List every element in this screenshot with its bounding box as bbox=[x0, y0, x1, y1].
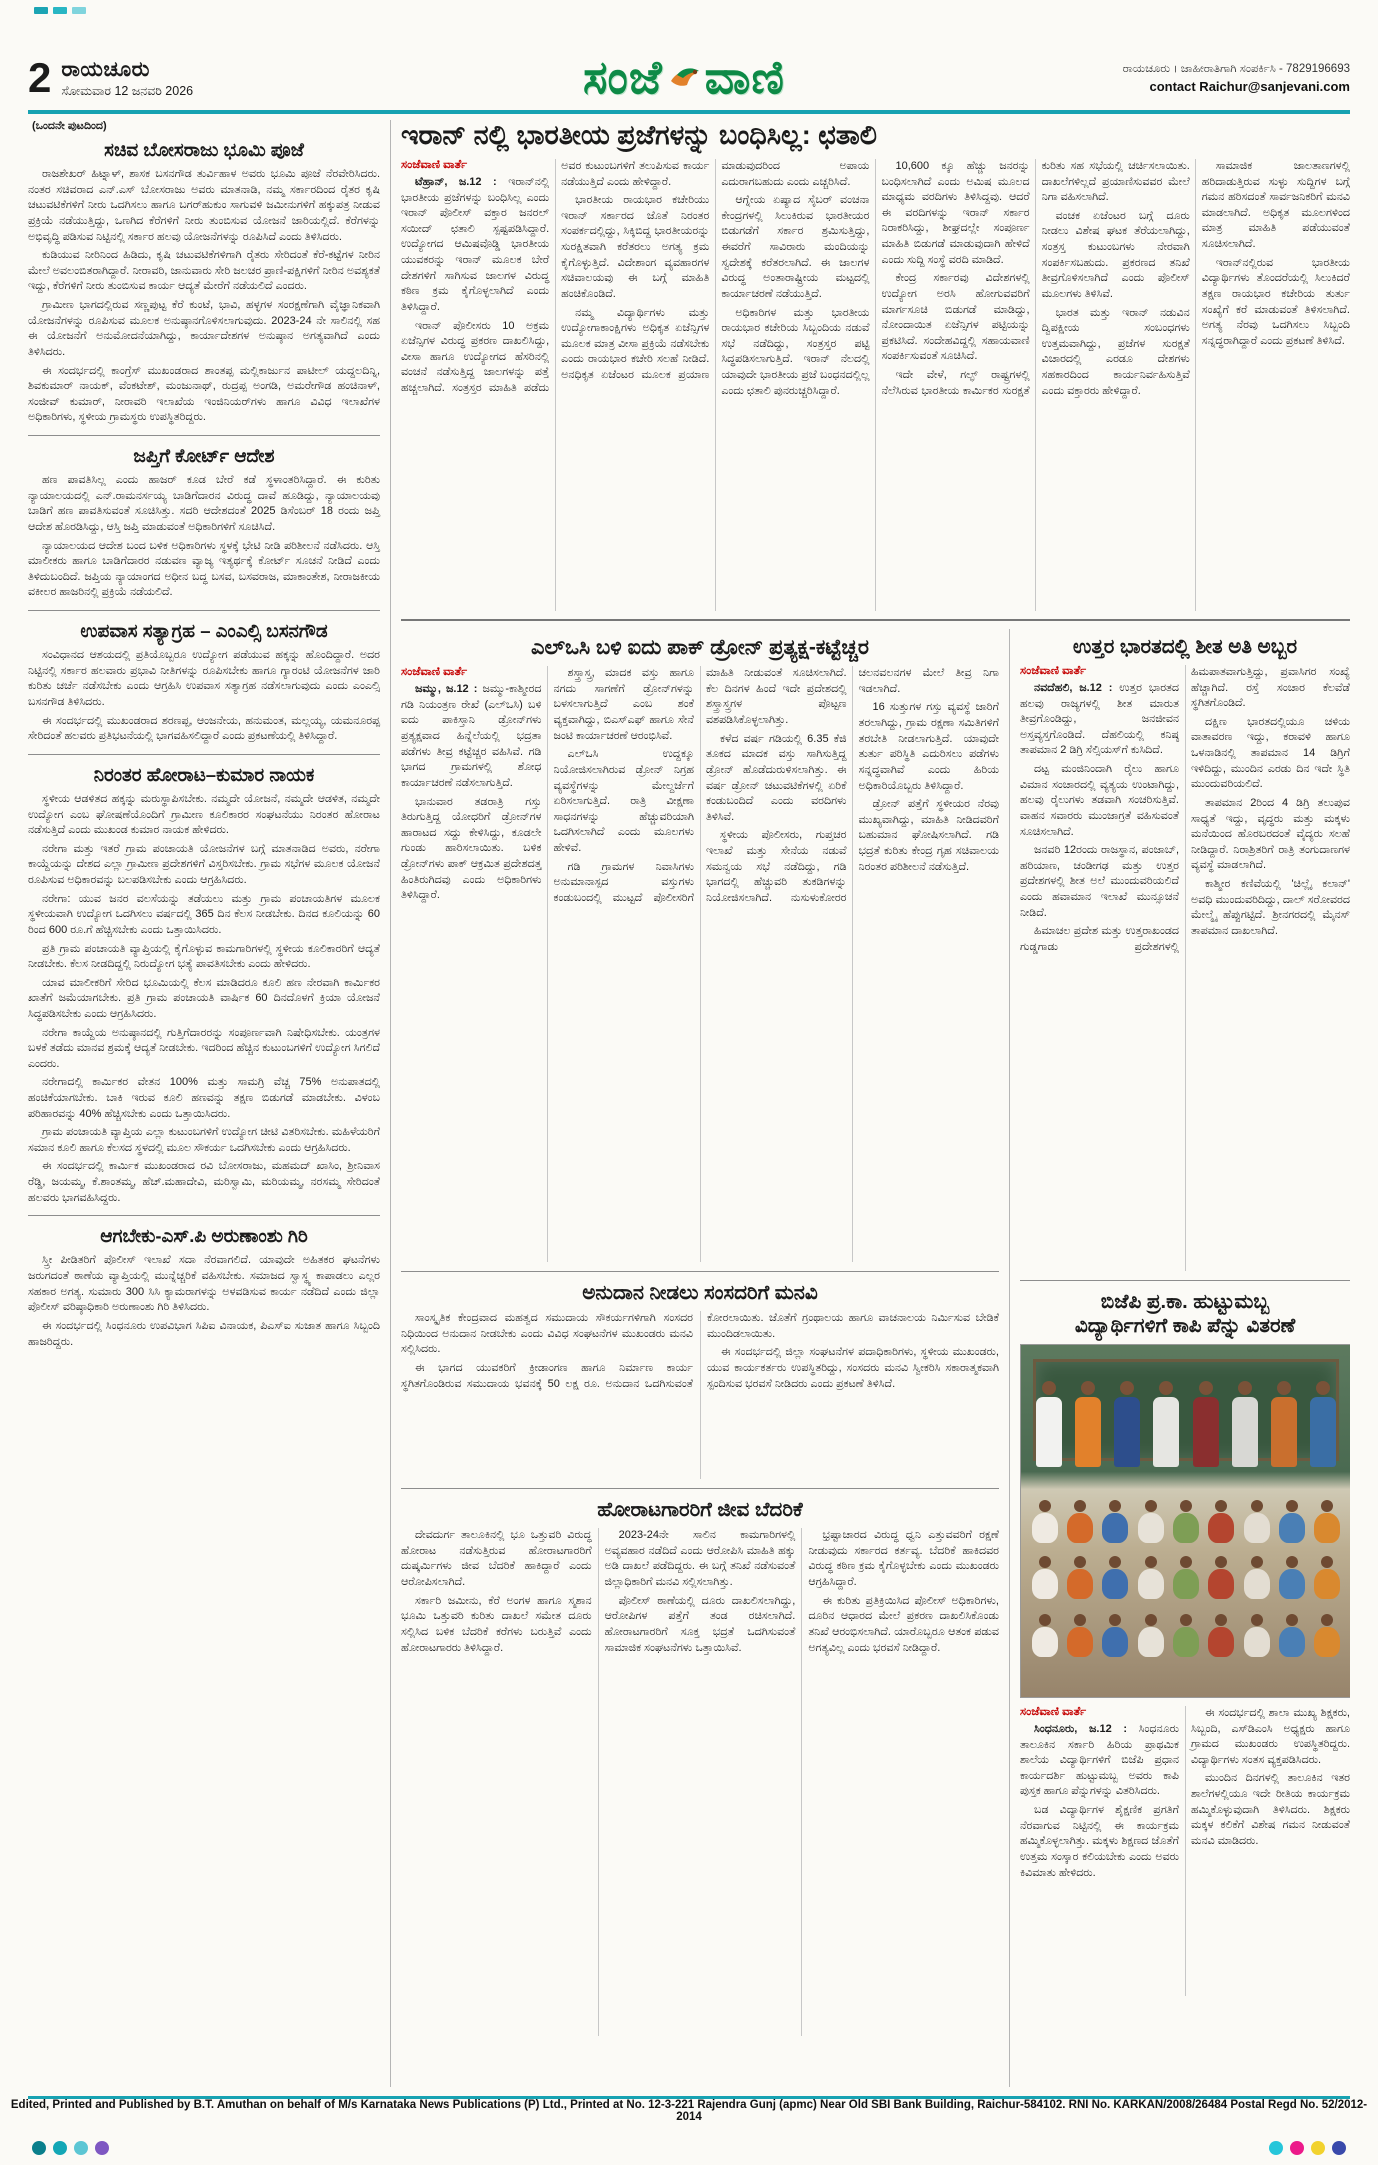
body-paragraph: ಹಿಮಾಚಲ ಪ್ರದೇಶ ಮತ್ತು ಉತ್ತರಾಖಂಡದ ಗುಡ್ಡಗಾಡು ಪ್ರದೇಶಗಳಲ್ಲಿ ಹಿಮಪಾತವಾಗುತ್ತಿದ್ದು, ಪ್ರವಾಸಿಗರ ಸಂಖ್ಯೆ ಹೆಚ್ಚಾಗಿದೆ. ರಸ್ತೆ ಸಂಚಾರ ಕೆಲವೆಡೆ ಸ್ಥಗಿತಗೊಂಡಿದೆ. bbox=[1020, 666, 1350, 953]
lead-text: ಉತ್ತರ ಭಾರತದ ಹಲವು ರಾಜ್ಯಗಳಲ್ಲಿ ಶೀತ ಮಾರುತ ತೀವ್ರಗೊಂಡಿದ್ದು, ಜನಜೀವನ ಅಸ್ತವ್ಯಸ್ತಗೊಂಡಿದೆ. ದೆಹಲಿಯಲ್ಲಿ ಕನಿಷ್ಠ ತಾಪಮಾನ 2 ಡಿಗ್ರಿ ಸೆಲ್ಸಿಯಸ್‌ಗೆ ಕುಸಿದಿದೆ. bbox=[1020, 682, 1179, 757]
body-paragraph: ಭಾನುವಾರ ತಡರಾತ್ರಿ ಗಸ್ತು ತಿರುಗುತ್ತಿದ್ದ ಯೋಧರಿಗೆ ಡ್ರೋನ್‌ಗಳ ಹಾರಾಟದ ಸದ್ದು ಕೇಳಿಸಿದ್ದು, ಕೂಡಲೇ ಗುಂಡು ಹಾರಿಸಲಾಯಿತು. ಬಳಿಕ ಡ್ರೋನ್‌ಗಳು ಪಾಕ್ ಆಕ್ರಮಿತ ಪ್ರದೇಶದತ್ತ ಹಿಂತಿರುಗಿದವು ಎಂದು ಅಧಿಕಾರಿಗಳು ತಿಳಿಸಿದ್ದಾರೆ. bbox=[401, 795, 542, 902]
body-paragraph: ಕಾಶ್ಮೀರ ಕಣಿವೆಯಲ್ಲಿ 'ಚಿಲ್ಲೈ ಕಲಾನ್' ಅವಧಿ ಮುಂದುವರಿದಿದ್ದು, ದಾಲ್ ಸರೋವರದ ಮೇಲ್ಮೈ ಹೆಪ್ಪುಗಟ್ಟಿದೆ. ಶ್ರೀನಗರದಲ್ಲಿ ಮೈನಸ್ ತಾಪಮಾನ ದಾಖಲಾಗಿದೆ. bbox=[1191, 877, 1350, 937]
body-paragraph: ಗ್ರಾಮೀಣ ಭಾಗದಲ್ಲಿರುವ ಸಣ್ಣಪುಟ್ಟ ಕೆರೆ ಕುಂಟೆ, ಭಾವಿ, ಹಳ್ಳಗಳ ಸಂರಕ್ಷಣೆಗಾಗಿ ವೈಜ್ಞಾನಿಕವಾಗಿ ಯೋಜನೆಗಳನ್ನು ರೂಪಿಸುವ ಮೂಲಕ ಅನುಷ್ಠಾನಗೊಳಿಸಲಾಗುವುದು. 2023-24 ನೇ ಸಾಲಿನಲ್ಲಿ ಸಹ ಈ ಯೋಜನೆಗೆ ಅನುಮೋದನೆಯಾಗಿದ್ದು, ಕಾರ್ಯಾದೇಶಗಳ ಅನುಷ್ಠಾನ ಅಗತ್ಯವಾಗಿದೆ ಎಂದು ತಿಳಿಸಿದರು. bbox=[28, 299, 380, 358]
dateline: ಜಮ್ಮು, ಜ.12 : bbox=[415, 683, 483, 696]
children-row bbox=[1027, 1627, 1345, 1657]
article-divider bbox=[401, 1488, 999, 1489]
imprint-line: Edited, Printed and Published by B.T. Amuthan on behalf of M/s Karnataka News Publications (P) Ltd., Printed at No. 12-3-221 Rajendra Gunj (apmc) Near Old SBI Bank Building, Raichur-584102. RNI No. KARKAN/2008/26484 Postal Regd No. 52/2012-2014 bbox=[10, 2099, 1368, 2123]
masthead-left bbox=[28, 54, 358, 101]
headline-nirantara-horata: ನಿರಂತರ ಹೋರಾಟ–ಕುಮಾರ ನಾಯಕ bbox=[93, 763, 315, 785]
article-upavasa bbox=[28, 620, 380, 745]
edition-date: ಸೋಮವಾರ 12 ಜನವರಿ 2026 bbox=[61, 83, 194, 98]
body-paragraph: ಸ್ಥಳೀಯ ಪೊಲೀಸರು, ಗುಪ್ತಚರ ಇಲಾಖೆ ಮತ್ತು ಸೇನೆಯ ನಡುವೆ ಸಮನ್ವಯ ಸಭೆ ನಡೆದಿದ್ದು, ಗಡಿ ಭಾಗದಲ್ಲಿ ಹೆಚ್ಚುವರಿ ತುಕಡಿಗಳನ್ನು ನಿಯೋಜಿಸಲಾಗಿದೆ. ನುಸುಳುಕೋರರ ಚಲನವಲನಗಳ ಮೇಲೆ ತೀವ್ರ ನಿಗಾ ಇಡಲಾಗಿದೆ. bbox=[706, 667, 999, 904]
body-paragraph: ಸಾಮಾಜಿಕ ಜಾಲತಾಣಗಳಲ್ಲಿ ಹರಿದಾಡುತ್ತಿರುವ ಸುಳ್ಳು ಸುದ್ದಿಗಳ ಬಗ್ಗೆ ಗಮನ ಹರಿಸದಂತೆ ಸಾರ್ವಜನಿಕರಿಗೆ ಮನವಿ ಮಾಡಲಾಗಿದೆ. ಅಧಿಕೃತ ಮೂಲಗಳಿಂದ ಮಾತ್ರ ಮಾಹಿತಿ ಪಡೆಯುವಂತೆ ಸೂಚಿಸಲಾಗಿದೆ. bbox=[1201, 160, 1350, 251]
article-divider bbox=[401, 1271, 999, 1272]
left-column bbox=[28, 120, 391, 2087]
body-paragraph: ಬಡ ವಿದ್ಯಾರ್ಥಿಗಳ ಶೈಕ್ಷಣಿಕ ಪ್ರಗತಿಗೆ ನೆರವಾಗುವ ನಿಟ್ಟಿನಲ್ಲಿ ಈ ಕಾರ್ಯಕ್ರಮ ಹಮ್ಮಿಕೊಳ್ಳಲಾಗಿತ್ತು. ಮಕ್ಕಳು ಶಿಕ್ಷಣದ ಜೊತೆಗೆ ಉತ್ತಮ ಸಂಸ್ಕಾರ ಕಲಿಯಬೇಕು ಎಂದು ಅವರು ಕಿವಿಮಾತು ಹೇಳಿದರು. bbox=[1020, 1804, 1179, 1879]
body-paragraph: ಈ ಸಂದರ್ಭದಲ್ಲಿ ಜಿಲ್ಲಾ ಸಂಘಟನೆಗಳ ಪದಾಧಿಕಾರಿಗಳು, ಸ್ಥಳೀಯ ಮುಖಂಡರು, ಯುವ ಕಾರ್ಯಕರ್ತರು ಉಪಸ್ಥಿತರಿದ್ದು, ಸಂಸದರು ಮನವಿ ಸ್ವೀಕರಿಸಿ ಸಕಾರಾತ್ಮಕವಾಗಿ ಸ್ಪಂದಿಸುವ ಭರವಸೆ ನೀಡಿದರು ಎಂದು ಪ್ರಕಟಣೆ ತಿಳಿಸಿದೆ. bbox=[707, 1346, 999, 1390]
body-paragraph: ನ್ಯಾಯಾಲಯದ ಆದೇಶ ಬಂದ ಬಳಿಕ ಅಧಿಕಾರಿಗಳು ಸ್ಥಳಕ್ಕೆ ಭೇಟಿ ನೀಡಿ ಪರಿಶೀಲನೆ ನಡೆಸಿದರು. ಆಸ್ತಿ ಮಾಲೀಕರು ಹಾಗೂ ಬಾಡಿಗೆದಾರರ ನಡುವಣ ವ್ಯಾಜ್ಯ ಇತ್ಯರ್ಥಕ್ಕೆ ಕೋರ್ಟ್ ಸೂಚನೆ ನೀಡಿದೆ ಎಂದು ತಿಳಿದುಬಂದಿದೆ. ಜಪ್ತಿಯ ನ್ಯಾಯಾಂಗದ ಅಧೀನ ಬದ್ಧ ಬಸವ, ಬಸವರಾಜ, ಮಾಕಾಂತೇಶ, ನೀರಾಜಕೀಯ ವಕೀಲರ ಹಾಜರಿನಲ್ಲಿ ಪ್ರಕ್ರಿಯೆ ನಡೆಯಲಿದೆ. bbox=[28, 539, 380, 599]
headline-bjp-line2: ವಿದ್ಯಾರ್ಥಿಗಳಿಗೆ ಕಾಪಿ ಪೆನ್ನು ವಿತರಣೆ bbox=[1074, 1315, 1296, 1338]
byline: ಸಂಜೆವಾಣಿ ವಾರ್ತೆ bbox=[401, 159, 468, 172]
lead-text: ಇರಾನ್‌ನಲ್ಲಿ ಭಾರತೀಯ ಪ್ರಜೆಗಳನ್ನು ಬಂಧಿಸಿಲ್ಲ ಎಂದು ಇರಾನ್ ಪೊಲೀಸ್ ವಕ್ತಾರ ಜನರಲ್ ಸಯೀದ್ ಛತಾಲಿ ಸ್ಪಷ್ಟಪಡಿಸಿದ್ದಾರೆ. ಉದ್ಯೋಗದ ಆಮಿಷವೊಡ್ಡಿ ಭಾರತೀಯ ಯುವಕರನ್ನು ಇರಾನ್ ಮೂಲಕ ಬೇರೆ ದೇಶಗಳಿಗೆ ಸಾಗಿಸುವ ಜಾಲಗಳ ವಿರುದ್ಧ ಕಠಿಣ ಕ್ರಮ ಕೈಗೊಳ್ಳಲಾಗಿದೆ ಎಂದು ತಿಳಿಸಿದ್ದಾರೆ. bbox=[401, 176, 550, 313]
body-paragraph: ಅಧಿಕಾರಿಗಳ ಮತ್ತು ಭಾರತೀಯ ರಾಯಭಾರ ಕಚೇರಿಯ ಸಿಬ್ಬಂದಿಯ ನಡುವೆ ಸಭೆ ನಡೆದಿದ್ದು, ಸಂತ್ರಸ್ತರ ಪಟ್ಟಿ ಸಿದ್ಧಪಡಿಸಲಾಗುತ್ತಿದೆ. ಇರಾನ್ ನೆಲದಲ್ಲಿ ಯಾವುದೇ ಭಾರತೀಯ ಪ್ರಜೆ ಬಂಧನದಲ್ಲಿಲ್ಲ ಎಂದು ಛತಾಲಿ ಪುನರುಚ್ಚರಿಸಿದ್ದಾರೆ. bbox=[721, 306, 870, 397]
body-paragraph: ವಂಚಕ ಏಜೆಂಟರ ಬಗ್ಗೆ ದೂರು ನೀಡಲು ವಿಶೇಷ ಘಟಕ ತೆರೆಯಲಾಗಿದ್ದು, ಸಂತ್ರಸ್ತ ಕುಟುಂಬಗಳು ನೇರವಾಗಿ ಸಂಪರ್ಕಿಸಬಹುದು. ಪ್ರಕರಣದ ತನಿಖೆ ತೀವ್ರಗೊಳಿಸಲಾಗಿದೆ ಎಂದು ಪೊಲೀಸ್ ಮೂಲಗಳು ತಿಳಿಸಿವೆ. bbox=[1041, 209, 1190, 300]
children-row bbox=[1027, 1569, 1345, 1599]
body-paragraph: ಈ ಸಂದರ್ಭದಲ್ಲಿ ಕಾಂಗ್ರೆಸ್ ಮುಖಂಡರಾದ ಶಾಂತಪ್ಪ ಮಲ್ಲಿಕಾರ್ಜುನ ಪಾಟೀಲ್ ಯದ್ದಲದಿನ್ನಿ, ಶಿವಕುಮಾರ್ ನಾಯಕ್, ವೆಂಕಟೇಶ್, ಮಂಜುನಾಥ್, ರುದ್ರಪ್ಪ ಅಂಗಡಿ, ಅಮರೇಗೌಡ ಹಂಚಿನಾಳ್, ಸಂಜೀವ್ ಕುಮಾರ್, ನೀರಾವರಿ ಇಲಾಖೆಯ ಇಂಜಿನಿಯರ್‌ಗಳು ಹಾಗೂ ವಿವಿಧ ಇಲಾಖೆಗಳ ಅಧಿಕಾರಿಗಳು, ಸ್ಥಳೀಯ ಗ್ರಾಮಸ್ಥರು ಉಪಸ್ಥಿತರಿದ್ದರು. bbox=[28, 364, 380, 424]
headline-cold-wave: ಉತ್ತರ ಭಾರತದಲ್ಲಿ ಶೀತ ಅತಿ ಅಬ್ಬರ bbox=[1072, 636, 1298, 659]
body-paragraph: ತಾಪಮಾನ 2ರಿಂದ 4 ಡಿಗ್ರಿ ತಲುಪುವ ಸಾಧ್ಯತೆ ಇದ್ದು, ವೃದ್ಧರು ಮತ್ತು ಮಕ್ಕಳು ಮನೆಯಿಂದ ಹೊರಬರದಂತೆ ವೈದ್ಯರು ಸಲಹೆ ನೀಡಿದ್ದಾರೆ. ನಿರಾಶ್ರಿತರಿಗೆ ರಾತ್ರಿ ತಂಗುದಾಣಗಳ ವ್ಯವಸ್ಥೆ ಮಾಡಲಾಗಿದೆ. bbox=[1191, 796, 1350, 872]
registration-dot bbox=[53, 2141, 67, 2155]
article-divider bbox=[28, 435, 380, 436]
body-paragraph: ಗಡಿ ಗ್ರಾಮಗಳ ನಿವಾಸಿಗಳು ಅನುಮಾನಾಸ್ಪದ ವಸ್ತುಗಳು ಕಂಡುಬಂದಲ್ಲಿ ಮುಟ್ಟದೆ ಪೊಲೀಸರಿಗೆ ಮಾಹಿತಿ ನೀಡುವಂತೆ ಸೂಚಿಸಲಾಗಿದೆ. ಕೆಲ ದಿನಗಳ ಹಿಂದೆ ಇದೇ ಪ್ರದೇಶದಲ್ಲಿ ಶಸ್ತ್ರಾಸ್ತ್ರಗಳ ಪೊಟ್ಟಣ ವಶಪಡಿಸಿಕೊಳ್ಳಲಾಗಿತ್ತು. bbox=[553, 667, 847, 904]
body-paragraph: ಈ ಸಂದರ್ಭದಲ್ಲಿ ಸಿಂಧನೂರು ಉಪವಿಭಾಗ ಸಿಪಿಐ ವಿನಾಯಕ, ಪಿಎಸ್ಐ ಸುಜಾತ ಹಾಗೂ ಸಿಬ್ಬಂದಿ ಹಾಜರಿದ್ದರು. bbox=[28, 1319, 380, 1348]
article-divider bbox=[28, 1215, 380, 1216]
edition-city: ರಾಯಚೂರು bbox=[61, 57, 150, 81]
body-paragraph: ದೇವದುರ್ಗ ತಾಲೂಕಿನಲ್ಲಿ ಭೂ ಒತ್ತುವರಿ ವಿರುದ್ಧ ಹೋರಾಟ ನಡೆಸುತ್ತಿರುವ ಹೋರಾಟಗಾರರಿಗೆ ದುಷ್ಕರ್ಮಿಗಳು ಜೀವ ಬೆದರಿಕೆ ಹಾಕಿದ್ದಾರೆ ಎಂದು ಆರೋಪಿಸಲಾಗಿದೆ. bbox=[401, 1529, 592, 1589]
byline: ಸಂಜೆವಾಣಿ ವಾರ್ತೆ bbox=[1020, 665, 1087, 678]
body-paragraph: ಸ್ತ್ರೀ ಪೀಡಿತರಿಗೆ ಪೊಲೀಸ್ ಇಲಾಖೆ ಸದಾ ನೆರವಾಗಲಿದೆ. ಯಾವುದೇ ಅಹಿತಕರ ಘಟನೆಗಳು ಜರುಗದಂತೆ ಠಾಣೆಯ ವ್ಯಾಪ್ತಿಯಲ್ಲಿ ಮುನ್ನೆಚ್ಚರಿಕೆ ವಹಿಸಬೇಕು. ಸಮಾಜದ ಸ್ವಾಸ್ಥ್ಯ ಕಾಪಾಡಲು ಎಲ್ಲರ ಸಹಕಾರ ಅಗತ್ಯ. ಸುಮಾರು 300 ಸಿಸಿ ಕ್ಯಾಮರಾಗಳನ್ನು ಅಳವಡಿಸುವ ಕಾರ್ಯ ನಡೆದಿದೆ ಎಂದು ಜಿಲ್ಲಾ ಪೊಲೀಸ್ ವರಿಷ್ಠಾಧಿಕಾರಿ ಅರುಣಾಂಶು ಗಿರಿ ತಿಳಿಸಿದರು. bbox=[28, 1254, 380, 1314]
headline-japti-court: ಜಪ್ತಿಗೆ ಕೋರ್ಟ್ ಆದೇಶ bbox=[133, 444, 275, 466]
threat-article-columns bbox=[401, 1528, 999, 2036]
registration-dot bbox=[1311, 2141, 1325, 2155]
standing-adults bbox=[1029, 1397, 1343, 1467]
print-registration-marks bbox=[34, 7, 86, 14]
body-paragraph: ನರೇಗಾ ಮತ್ತು ಇತರೆ ಗ್ರಾಮ ಪಂಚಾಯತಿ ಯೋಜನೆಗಳ ಬಗ್ಗೆ ಮಾತನಾಡಿದ ಅವರು, ನರೇಗಾ ಕಾಯ್ದೆಯನ್ನು ದೇಶದ ಎಲ್ಲಾ ಗ್ರಾಮೀಣ ಪ್ರದೇಶಗಳಿಗೆ ವಿಸ್ತರಿಸಬೇಕು. ಗ್ರಾಮ ಸಭೆಗಳ ಮೂಲಕ ಯೋಜನೆ ರೂಪಿಸುವ ಅಧಿಕಾರವನ್ನು ಬಲಪಡಿಸಬೇಕು ಎಂದು ಆಗ್ರಹಿಸಿದರು. bbox=[28, 842, 380, 887]
body-paragraph: ಭಾರತೀಯ ರಾಯಭಾರ ಕಚೇರಿಯು ಇರಾನ್ ಸರ್ಕಾರದ ಜೊತೆ ನಿರಂತರ ಸಂಪರ್ಕದಲ್ಲಿದ್ದು, ಸಿಕ್ಕಿಬಿದ್ದ ಭಾರತೀಯರನ್ನು ಸುರಕ್ಷಿತವಾಗಿ ಕರೆತರಲು ಅಗತ್ಯ ಕ್ರಮ ಕೈಗೊಳ್ಳುತ್ತಿದೆ. ವಿದೇಶಾಂಗ ವ್ಯವಹಾರಗಳ ಸಚಿವಾಲಯವು ಈ ಬಗ್ಗೆ ಮಾಹಿತಿ ಹಂಚಿಕೊಂಡಿದೆ. bbox=[561, 194, 710, 300]
body-paragraph: ಸ್ಥಳೀಯ ಆಡಳಿತದ ಹಕ್ಕನ್ನು ಮರುಸ್ಥಾಪಿಸಬೇಕು. ನಮ್ಮದೇ ಯೋಜನೆ, ನಮ್ಮದೇ ಆಡಳಿತ, ನಮ್ಮದೇ ಉದ್ಯೋಗ ಎಂಬ ಘೋಷಣೆಯೊಂದಿಗೆ ಗ್ರಾಮೀಣ ಕೂಲಿಕಾರರ ಸಂಘಟನೆಯು ನಿರಂತರ ಹೋರಾಟ ನಡೆಸುತ್ತಿದೆ ಎಂದು ಮುಖಂಡ ಕುಮಾರ ನಾಯಕ ಹೇಳಿದರು. bbox=[28, 793, 380, 837]
iran-article-columns bbox=[401, 159, 1350, 611]
body-paragraph: ರಾಜಶೇಖರ್ ಹಿಟ್ನಾಳ್, ಶಾಸಕ ಬಸನಗೌಡ ತುರ್ವಿಹಾಳ ಅವರು ಭೂಮಿ ಪೂಜೆ ನೆರವೇರಿಸಿದರು. ನಂತರ ಸಚಿವರಾದ ಎನ್.ಎಸ್ ಬೋಸರಾಜು ಅವರು ಮಾತನಾಡಿ, ನಮ್ಮ ಸರ್ಕಾರದಿಂದ ರೈತರ ಕೃಷಿ ಚಟುವಟಿಕೆಗಳಿಗೆ ನೀರು ಒದಗಿಸಲು ಹಾಗೂ ಬಗರ್‌ಹುಕುಂ ಸಾಗುವಳಿ ಜಮೀನುಗಳಿಗೆ ಹಕ್ಕುಪತ್ರ ನೀಡುವ ಪ್ರಕ್ರಿಯೆ ನಡೆಯುತ್ತಿದ್ದು, ಒಣಗಿದ ಕೆರೆಗಳಿಗೆ ನೀರು ತುಂಬಿಸುವ ಯೋಜನೆ ಜಾರಿಯಲ್ಲಿದೆ. ಕೆರೆಗಳನ್ನು ಅಭಿವೃದ್ಧಿ ಪಡಿಸುವ ನಿಟ್ಟಿನಲ್ಲಿ ಸರ್ಕಾರ ಹಲವು ಯೋಜನೆಗಳನ್ನು ರೂಪಿಸಿದೆ ಎಂದು ತಿಳಿಸಿದರು. bbox=[28, 168, 380, 243]
article-body bbox=[28, 1253, 380, 1350]
article-bjp-distribution bbox=[1020, 1290, 1350, 1996]
body-paragraph: ಜನವರಿ 12ರಂದು ರಾಜಸ್ಥಾನ, ಪಂಜಾಬ್, ಹರಿಯಾಣ, ಚಂಡೀಗಢ ಮತ್ತು ಉತ್ತರ ಪ್ರದೇಶಗಳಲ್ಲಿ ಶೀತ ಅಲೆ ಮುಂದುವರಿಯಲಿದೆ ಎಂದು ಹವಾಮಾನ ಇಲಾಖೆ ಮುನ್ಸೂಚನೆ ನೀಡಿದೆ. bbox=[1020, 844, 1179, 919]
body-paragraph: ಹಣ ಪಾವತಿಸಿಲ್ಲ ಎಂದು ಹಾಜರ್ ಕೂಡ ಬೇರೆ ಕಡೆ ಸ್ಥಳಾಂತರಿಸಿದ್ದಾರೆ. ಈ ಕುರಿತು ನ್ಯಾಯಾಲಯದಲ್ಲಿ ಎನ್.ರಾಮನರ್ಸಯ್ಯ ಬಾಡಿಗೆದಾರನ ವಿರುದ್ಧ ದಾವೆ ಹೂಡಿದ್ದು, ನ್ಯಾಯಾಲಯವು ಬಾಡಿಗೆ ಹಣ ಪಾವತಿಸುವಂತೆ ಸೂಚಿಸಿತ್ತು. ಸದರಿ ಆದೇಶದಂತೆ 2025 ಡಿಸೆಂಬರ್ 18 ರಂದು ಜಪ್ತಿ ಆದೇಶ ಹೊರಡಿಸಿದ್ದು, ಆಸ್ತಿ ಜಪ್ತಿ ಮಾಡುವಂತೆ ಅಧಿಕಾರಿಗಳಿಗೆ ಸೂಚಿಸಿದೆ. bbox=[28, 474, 380, 533]
headline-grant-request: ಅನುದಾನ ನೀಡಲು ಸಂಸದರಿಗೆ ಮನವಿ bbox=[582, 1282, 818, 1305]
newspaper-logo bbox=[583, 50, 785, 106]
body-paragraph: ದಕ್ಷಿಣ ಭಾರತದಲ್ಲಿಯೂ ಚಳಿಯ ವಾತಾವರಣ ಇದ್ದು, ಕರಾವಳಿ ಹಾಗೂ ಒಳನಾಡಿನಲ್ಲಿ ತಾಪಮಾನ 14 ಡಿಗ್ರಿಗೆ ಇಳಿದಿದ್ದು, ಮುಂದಿನ ಎರಡು ದಿನ ಇದೇ ಸ್ಥಿತಿ ಮುಂದುವರಿಯಲಿದೆ. bbox=[1191, 715, 1350, 791]
section-divider bbox=[401, 619, 1350, 621]
lead-text: ಜಮ್ಮು-ಕಾಶ್ಮೀರದ ಗಡಿ ನಿಯಂತ್ರಣ ರೇಖೆ (ಎಲ್‌ಒಸಿ) ಬಳಿ ಐದು ಪಾಕಿಸ್ತಾನಿ ಡ್ರೋನ್‌ಗಳು ಪ್ರತ್ಯಕ್ಷವಾದ ಹಿನ್ನೆಲೆಯಲ್ಲಿ ಭದ್ರತಾ ಪಡೆಗಳು ತೀವ್ರ ಕಟ್ಟೆಚ್ಚರ ವಹಿಸಿವೆ. ಗಡಿ ಭಾಗದ ಗ್ರಾಮಗಳಲ್ಲಿ ಶೋಧ ಕಾರ್ಯಾಚರಣೆ ನಡೆಸಲಾಗುತ್ತಿದೆ. bbox=[401, 683, 542, 789]
article-divider bbox=[1020, 1280, 1350, 1281]
article-grant-request bbox=[401, 1281, 999, 1479]
body-paragraph: ದಟ್ಟ ಮಂಜಿನಿಂದಾಗಿ ರೈಲು ಹಾಗೂ ವಿಮಾನ ಸಂಚಾರದಲ್ಲಿ ವ್ಯತ್ಯಯ ಉಂಟಾಗಿದ್ದು, ಹಲವು ರೈಲುಗಳು ತಡವಾಗಿ ಸಂಚರಿಸುತ್ತಿವೆ. ವಾಹನ ಸವಾರರು ಮುಂಜಾಗ್ರತೆ ವಹಿಸುವಂತೆ ಸೂಚಿಸಲಾಗಿದೆ. bbox=[1020, 763, 1179, 838]
body-paragraph: ಸರ್ಕಾರಿ ಜಮೀನು, ಕೆರೆ ಅಂಗಳ ಹಾಗೂ ಸ್ಮಶಾನ ಭೂಮಿ ಒತ್ತುವರಿ ಕುರಿತು ದಾಖಲೆ ಸಮೇತ ದೂರು ಸಲ್ಲಿಸಿದ ಬಳಿಕ ಬೆದರಿಕೆ ಕರೆಗಳು ಬರುತ್ತಿವೆ ಎಂದು ಹೋರಾಟಗಾರರು ತಿಳಿಸಿದ್ದಾರೆ. bbox=[401, 1594, 592, 1654]
grant-article-columns bbox=[401, 1311, 999, 1479]
mid-left-column bbox=[401, 629, 1010, 2087]
continued-from-note: (ಒಂದನೇ ಪುಟದಿಂದ) bbox=[32, 120, 107, 132]
mid-section bbox=[401, 629, 1350, 2087]
mid-right-column bbox=[1010, 629, 1350, 2087]
masthead-rule bbox=[28, 110, 1350, 114]
registration-dot bbox=[1290, 2141, 1304, 2155]
article-loc-drones bbox=[401, 635, 999, 1262]
headline-sp-giri: ಆಗಬೇಕು-ಎಸ್.ಪಿ ಅರುಣಾಂಶು ಗಿರಿ bbox=[100, 1225, 308, 1247]
body-paragraph: ಇರಾನ್‌ನಲ್ಲಿರುವ ಭಾರತೀಯ ವಿದ್ಯಾರ್ಥಿಗಳು ತೊಂದರೆಯಲ್ಲಿ ಸಿಲುಕಿದರೆ ತಕ್ಷಣ ರಾಯಭಾರ ಕಚೇರಿಯ ತುರ್ತು ಸಂಖ್ಯೆಗೆ ಕರೆ ಮಾಡುವಂತೆ ತಿಳಿಸಲಾಗಿದೆ. ಅಗತ್ಯ ನೆರವು ಒದಗಿಸಲು ಸಿಬ್ಬಂದಿ ಸನ್ನದ್ಧರಾಗಿದ್ದಾರೆ ಎಂದು ಪ್ರಕಟಣೆ ತಿಳಿಸಿದೆ. bbox=[1201, 256, 1350, 347]
masthead bbox=[28, 48, 1350, 108]
body-paragraph: ನಮ್ಮ ವಿದ್ಯಾರ್ಥಿಗಳು ಮತ್ತು ಉದ್ಯೋಗಾಕಾಂಕ್ಷಿಗಳು ಅಧಿಕೃತ ಏಜೆನ್ಸಿಗಳ ಮೂಲಕ ಮಾತ್ರ ವೀಸಾ ಪ್ರಕ್ರಿಯೆ ನಡೆಸಬೇಕು ಎಂದು ರಾಯಭಾರ ಕಚೇರಿ ಸಲಹೆ ನೀಡಿದೆ. ಅನಧಿಕೃತ ಏಜೆಂಟರ ಮೂಲಕ ಪ್ರಯಾಣ ಮಾಡುವುದರಿಂದ ಅಪಾಯ ಎದುರಾಗಬಹುದು ಎಂದು ಎಚ್ಚರಿಸಿದೆ. bbox=[561, 160, 870, 381]
body-paragraph: ಮುಂದಿನ ದಿನಗಳಲ್ಲಿ ತಾಲೂಕಿನ ಇತರ ಶಾಲೆಗಳಲ್ಲಿಯೂ ಇದೇ ರೀತಿಯ ಕಾರ್ಯಕ್ರಮ ಹಮ್ಮಿಕೊಳ್ಳುವುದಾಗಿ ತಿಳಿಸಿದರು. ಶಿಕ್ಷಕರು ಮಕ್ಕಳ ಕಲಿಕೆಗೆ ವಿಶೇಷ ಗಮನ ನೀಡುವಂತೆ ಮನವಿ ಮಾಡಿದರು. bbox=[1191, 1772, 1350, 1847]
body-paragraph: ಈ ಸಂದರ್ಭದಲ್ಲಿ ಶಾಲಾ ಮುಖ್ಯ ಶಿಕ್ಷಕರು, ಸಿಬ್ಬಂದಿ, ಎಸ್‌ಡಿಎಂಸಿ ಅಧ್ಯಕ್ಷರು ಹಾಗೂ ಗ್ರಾಮದ ಮುಖಂಡರು ಉಪಸ್ಥಿತರಿದ್ದರು. ವಿದ್ಯಾರ್ಥಿಗಳು ಸಂತಸ ವ್ಯಕ್ತಪಡಿಸಿದರು. bbox=[1191, 1707, 1350, 1766]
registration-dot bbox=[1269, 2141, 1283, 2155]
body-paragraph: ಶಸ್ತ್ರಾಸ್ತ್ರ, ಮಾದಕ ವಸ್ತು ಹಾಗೂ ನಗದು ಸಾಗಣೆಗೆ ಡ್ರೋನ್‌ಗಳನ್ನು ಬಳಸಲಾಗುತ್ತಿದೆ ಎಂಬ ಶಂಕೆ ವ್ಯಕ್ತವಾಗಿದ್ದು, ಬಿಎಸ್‌ಎಫ್ ಹಾಗೂ ಸೇನೆ ಜಂಟಿ ಕಾರ್ಯಾಚರಣೆ ಆರಂಭಿಸಿವೆ. bbox=[553, 667, 694, 742]
body-paragraph: ಈ ಕುರಿತು ಪ್ರತಿಕ್ರಿಯಿಸಿದ ಪೊಲೀಸ್ ಅಧಿಕಾರಿಗಳು, ದೂರಿನ ಆಧಾರದ ಮೇಲೆ ಪ್ರಕರಣ ದಾಖಲಿಸಿಕೊಂಡು ತನಿಖೆ ಆರಂಭಿಸಲಾಗಿದೆ. ಯಾರೊಬ್ಬರೂ ಆತಂಕ ಪಡುವ ಅಗತ್ಯವಿಲ್ಲ ಎಂದು ಭರವಸೆ ನೀಡಿದ್ದಾರೆ. bbox=[808, 1594, 999, 1654]
loc-article-columns bbox=[401, 666, 999, 1262]
article-body bbox=[28, 792, 380, 1206]
body-paragraph: 10,600 ಕ್ಕೂ ಹೆಚ್ಚು ಜನರನ್ನು ಬಂಧಿಸಲಾಗಿದೆ ಎಂದು ಅಮಿಷ ಮೂಲದ ಮಾಧ್ಯಮ ವರದಿಗಳು ತಿಳಿಸಿದ್ದವು. ಆದರೆ ಈ ವರದಿಗಳನ್ನು ಇರಾನ್ ಸರ್ಕಾರ ನಿರಾಕರಿಸಿದ್ದು, ಶೀಘ್ರದಲ್ಲೇ ಸಂಪೂರ್ಣ ಮಾಹಿತಿ ಬಿಡುಗಡೆ ಮಾಡುವುದಾಗಿ ಹೇಳಿದೆ ಎಂದು ಸುದ್ದಿ ಸಂಸ್ಥೆ ವರದಿ ಮಾಡಿದೆ. bbox=[881, 160, 1030, 266]
body-paragraph: ಪೊಲೀಸ್ ಠಾಣೆಯಲ್ಲಿ ದೂರು ದಾಖಲಿಸಲಾಗಿದ್ದು, ಆರೋಪಿಗಳ ಪತ್ತೆಗೆ ತಂಡ ರಚಿಸಲಾಗಿದೆ. ಹೋರಾಟಗಾರರಿಗೆ ಸೂಕ್ತ ಭದ್ರತೆ ಒದಗಿಸುವಂತೆ ಸಾಮಾಜಿಕ ಸಂಘಟನೆಗಳು ಒತ್ತಾಯಿಸಿವೆ. bbox=[604, 1594, 796, 1654]
logo-text-left: ಸಂಜೆ bbox=[583, 51, 663, 103]
color-registration-dots-left bbox=[32, 2141, 109, 2155]
dateline: ನವದೆಹಲಿ, ಜ.12 : bbox=[1034, 682, 1120, 695]
article-body bbox=[28, 648, 380, 745]
body-paragraph: ಇರಾನ್ ಪೊಲೀಸರು 10 ಅಕ್ರಮ ಏಜೆನ್ಸಿಗಳ ವಿರುದ್ಧ ಪ್ರಕರಣ ದಾಖಲಿಸಿದ್ದು, ವೀಸಾ ಹಾಗೂ ಉದ್ಯೋಗದ ಹೆಸರಿನಲ್ಲಿ ವಂಚನೆ ನಡೆಸುತ್ತಿದ್ದ ಜಾಲಗಳನ್ನು ಪತ್ತೆ ಹಚ್ಚಲಾಗಿದೆ. ಸಂತ್ರಸ್ತರ ಮಾಹಿತಿ ಪಡೆದು ಅವರ ಕುಟುಂಬಗಳಿಗೆ ತಲುಪಿಸುವ ಕಾರ್ಯ ನಡೆಯುತ್ತಿದೆ ಎಂದು ಹೇಳಿದ್ದಾರೆ. bbox=[401, 160, 710, 394]
bjp-article-columns bbox=[1020, 1706, 1350, 1996]
headline-iran: ಇರಾನ್ ನಲ್ಲಿ ಭಾರತೀಯ ಪ್ರಜೆಗಳನ್ನು ಬಂಧಿಸಿಲ್ಲ: ಛತಾಲಿ bbox=[401, 120, 877, 150]
body-paragraph: ನರೇಗಾ: ಯುವ ಜನರ ವಲಸೆಯನ್ನು ತಡೆಯಲು ಮತ್ತು ಗ್ರಾಮ ಪಂಚಾಯತಿಗಳ ಮೂಲಕ ಸ್ಥಳೀಯವಾಗಿ ಉದ್ಯೋಗ ಒದಗಿಸಲು ವರ್ಷದಲ್ಲಿ 365 ದಿನ ಕೆಲಸ ನೀಡಬೇಕು. ದಿನದ ಕೂಲಿಯನ್ನು 60 ರಿಂದ 600 ರೂ.ಗೆ ಹೆಚ್ಚಿಸಬೇಕು ಎಂದು ಒತ್ತಾಯಿಸಿದರು. bbox=[28, 892, 380, 936]
body-paragraph: 16 ಸುತ್ತುಗಳ ಗಸ್ತು ವ್ಯವಸ್ಥೆ ಜಾರಿಗೆ ತರಲಾಗಿದ್ದು, ಗ್ರಾಮ ರಕ್ಷಣಾ ಸಮಿತಿಗಳಿಗೆ ತರಬೇತಿ ನೀಡಲಾಗುತ್ತಿದೆ. ಯಾವುದೇ ತುರ್ತು ಪರಿಸ್ಥಿತಿ ಎದುರಿಸಲು ಪಡೆಗಳು ಸನ್ನದ್ಧವಾಗಿವೆ ಎಂದು ಹಿರಿಯ ಅಧಿಕಾರಿಯೊಬ್ಬರು ತಿಳಿಸಿದ್ದಾರೆ. bbox=[858, 701, 999, 792]
advert-contact-line: ರಾಯಚೂರು । ಜಾಹೀರಾತಿಗಾಗಿ ಸಂಪರ್ಕಿಸಿ - 7829196693 bbox=[1122, 62, 1350, 75]
body-paragraph: ಗ್ರಾಮ ಪಂಚಾಯತಿ ವ್ಯಾಪ್ತಿಯ ಎಲ್ಲಾ ಕುಟುಂಬಗಳಿಗೆ ಉದ್ಯೋಗ ಚೀಟಿ ವಿತರಿಸಬೇಕು. ಮಹಿಳೆಯರಿಗೆ ಸಮಾನ ಕೂಲಿ ಹಾಗೂ ಕೆಲಸದ ಸ್ಥಳದಲ್ಲಿ ಮೂಲ ಸೌಕರ್ಯ ಒದಗಿಸಬೇಕು ಎಂದು ಆಗ್ರಹಿಸಿದರು. bbox=[28, 1126, 380, 1154]
body-paragraph: ಸಾಂಸ್ಕೃತಿಕ ಕೇಂದ್ರವಾದ ಮಹತ್ವದ ಸಮುದಾಯ ಸೌಕರ್ಯಗಳಿಗಾಗಿ ಸಂಸದರ ನಿಧಿಯಿಂದ ಅನುದಾನ ನೀಡಬೇಕು ಎಂದು ವಿವಿಧ ಸಂಘಟನೆಗಳ ಮುಖಂಡರು ಮನವಿ ಸಲ್ಲಿಸಿದರು. bbox=[401, 1312, 693, 1356]
article-divider bbox=[28, 754, 380, 755]
article-nirantara-horata bbox=[28, 764, 380, 1206]
body-paragraph: ಯಾವ ಮಾಲೀಕರಿಗೆ ಸೇರಿದ ಭೂಮಿಯಲ್ಲಿ ಕೆಲಸ ಮಾಡಿದರೂ ಕೂಲಿ ಹಣ ನೇರವಾಗಿ ಕಾರ್ಮಿಕರ ಖಾತೆಗೆ ಜಮೆಯಾಗಬೇಕು. ಪ್ರತಿ ಗ್ರಾಮ ಪಂಚಾಯತಿ ವಾರ್ಷಿಕ 60 ದಿನದೊಳಗೆ ಕ್ರಿಯಾ ಯೋಜನೆ ಸಿದ್ಧಪಡಿಸಬೇಕು ಎಂದು ಆಗ್ರಹಿಸಿದರು. bbox=[28, 976, 380, 1020]
children-row bbox=[1027, 1513, 1345, 1543]
article-divider bbox=[28, 610, 380, 611]
headline-loc-drones: ಎಲ್ಒಸಿ ಬಳಿ ಐದು ಪಾಕ್ ಡ್ರೋನ್ ಪ್ರತ್ಯಕ್ಷ-ಕಟ್ಟೆಚ್ಚರ bbox=[531, 636, 869, 660]
body-paragraph: ಎಲ್‌ಒಸಿ ಉದ್ದಕ್ಕೂ ನಿಯೋಜಿಸಲಾಗಿರುವ ಡ್ರೋನ್ ನಿಗ್ರಹ ವ್ಯವಸ್ಥೆಗಳನ್ನು ಮೇಲ್ದರ್ಜೆಗೆ ಏರಿಸಲಾಗುತ್ತಿದೆ. ರಾತ್ರಿ ವೀಕ್ಷಣಾ ಸಾಧನಗಳನ್ನು ಹೆಚ್ಚುವರಿಯಾಗಿ ಒದಗಿಸಲಾಗಿದೆ ಎಂದು ಮೂಲಗಳು ಹೇಳಿವೆ. bbox=[553, 748, 694, 854]
headline-life-threat: ಹೋರಾಟಗಾರರಿಗೆ ಜೀವ ಬೆದರಿಕೆ bbox=[597, 1499, 803, 1522]
body-paragraph: ಆಗ್ನೇಯ ಏಷ್ಯಾದ ಸೈಬರ್ ವಂಚನಾ ಕೇಂದ್ರಗಳಲ್ಲಿ ಸಿಲುಕಿರುವ ಭಾರತೀಯರ ಬಿಡುಗಡೆಗೆ ಸರ್ಕಾರ ಶ್ರಮಿಸುತ್ತಿದ್ದು, ಈವರೆಗೆ ಸಾವಿರಾರು ಮಂದಿಯನ್ನು ಸ್ವದೇಶಕ್ಕೆ ಕರೆತರಲಾಗಿದೆ. ಈ ಜಾಲಗಳ ವಿರುದ್ಧ ಅಂತಾರಾಷ್ಟ್ರೀಯ ಮಟ್ಟದಲ್ಲಿ ಕಾರ್ಯಾಚರಣೆ ನಡೆಯುತ್ತಿದೆ. bbox=[721, 194, 870, 300]
masthead-center bbox=[358, 50, 1010, 106]
body-paragraph: ಈ ಸಂದರ್ಭದಲ್ಲಿ ಕಾರ್ಮಿಕ ಮುಖಂಡರಾದ ರವಿ ಬೋಸರಾಜು, ಮಹಮದ್ ಖಾಸಿಂ, ಶ್ರೀನಿವಾಸ ರೆಡ್ಡಿ, ಜಯಮ್ಮ, ಕೆ.ಶಾಂತಮ್ಮ, ಹೆಚ್.ಮಹಾದೇವಿ, ಮರಿಸ್ವಾಮಿ, ಮರಿಯಮ್ಮ, ನರಸಮ್ಮ ಸೇರಿದಂತೆ ಹಲವರು ಭಾಗವಹಿಸಿದ್ದರು. bbox=[28, 1160, 380, 1204]
body-paragraph: ಭ್ರಷ್ಟಾಚಾರದ ವಿರುದ್ಧ ಧ್ವನಿ ಎತ್ತುವವರಿಗೆ ರಕ್ಷಣೆ ನೀಡುವುದು ಸರ್ಕಾರದ ಕರ್ತವ್ಯ. ಬೆದರಿಕೆ ಹಾಕಿದವರ ವಿರುದ್ಧ ಕಠಿಣ ಕ್ರಮ ಕೈಗೊಳ್ಳಬೇಕು ಎಂದು ಮುಖಂಡರು ಆಗ್ರಹಿಸಿದ್ದಾರೆ. bbox=[808, 1529, 999, 1589]
body-paragraph: ಈ ಸಂದರ್ಭದಲ್ಲಿ ಮುಖಂಡರಾದ ಶರಣಪ್ಪ, ಆಂಜನೇಯ, ಹನುಮಂತ, ಮಲ್ಲಯ್ಯ, ಯಮನೂರಪ್ಪ ಸೇರಿದಂತೆ ಹಲವರು ಪ್ರತಿಭಟನೆಯಲ್ಲಿ ಭಾಗವಹಿಸಲಿದ್ದಾರೆ ಎಂದು ಪ್ರಕಟಣೆಯಲ್ಲಿ ತಿಳಿಸಿದ್ದಾರೆ. bbox=[28, 714, 380, 743]
bird-icon bbox=[667, 63, 701, 93]
dateline: ಸಿಂಧನೂರು, ಜ.12 : bbox=[1034, 1723, 1139, 1736]
body-paragraph: ಕುಡಿಯುವ ನೀರಿನಿಂದ ಹಿಡಿದು, ಕೃಷಿ ಚಟುವಟಿಕೆಗಳಿಗಾಗಿ ರೈತರು ಸೇರಿದಂತೆ ಕೆರೆ-ಕಟ್ಟೆಗಳ ನೀರಿನ ಮೇಲೆ ಅವಲಂಬಿತರಾಗಿದ್ದಾರೆ. ನೀರಾವರಿ, ಜಾನುವಾರು ಸೇರಿ ಜಲಚರ ಪ್ರಾಣಿ-ಪಕ್ಷಿಗಳಿಗೆ ನೀರಿನ ಅವಶ್ಯಕತೆ ಇದ್ದು, ಕೆರೆಗಳಿಗೆ ನೀರು ತುಂಬಿಸುವ ಕಾರ್ಯ ಆದ್ಯತೆ ಮೇರೆಗೆ ನಡೆಯಲಿದೆ ಎಂದರು. bbox=[28, 249, 380, 293]
body-paragraph: ನರೇಗಾ ಕಾಯ್ದೆಯ ಅನುಷ್ಠಾನದಲ್ಲಿ ಗುತ್ತಿಗೆದಾರರನ್ನು ಸಂಪೂರ್ಣವಾಗಿ ನಿಷೇಧಿಸಬೇಕು. ಯಂತ್ರಗಳ ಬಳಕೆ ತಡೆದು ಮಾನವ ಶ್ರಮಕ್ಕೆ ಆದ್ಯತೆ ನೀಡಬೇಕು. ಇದರಿಂದ ಹೆಚ್ಚಿನ ಕುಟುಂಬಗಳಿಗೆ ಉದ್ಯೋಗ ಸಿಗಲಿದೆ ಎಂದರು. bbox=[28, 1026, 380, 1070]
page-content bbox=[28, 120, 1350, 2087]
byline: ಸಂಜೆವಾಣಿ ವಾರ್ತೆ bbox=[401, 666, 468, 679]
body-paragraph: ಕಳೆದ ವರ್ಷ ಗಡಿಯಲ್ಲಿ 6.35 ಕೆಜಿ ತೂಕದ ಮಾದಕ ವಸ್ತು ಸಾಗಿಸುತ್ತಿದ್ದ ಡ್ರೋನ್ ಹೊಡೆದುರುಳಿಸಲಾಗಿತ್ತು. ಈ ವರ್ಷ ಡ್ರೋನ್ ಚಟುವಟಿಕೆಗಳಲ್ಲಿ ಏರಿಕೆ ಕಂಡುಬಂದಿದೆ ಎಂದು ವರದಿಗಳು ತಿಳಿಸಿವೆ. bbox=[706, 732, 847, 823]
headline-bjp-line1: ಬಿಜೆಪಿ ಪ್ರ.ಕಾ. ಹುಟ್ಟುಮಬ್ಬ bbox=[1100, 1291, 1270, 1314]
dateline: ಟೆಹ್ರಾನ್, ಜ.12 : bbox=[415, 176, 509, 189]
body-paragraph: ಪ್ರತಿ ಗ್ರಾಮ ಪಂಚಾಯತಿ ವ್ಯಾಪ್ತಿಯಲ್ಲಿ ಕೈಗೊಳ್ಳುವ ಕಾಮಗಾರಿಗಳಲ್ಲಿ ಸ್ಥಳೀಯ ಕೂಲಿಕಾರರಿಗೆ ಆದ್ಯತೆ ನೀಡಬೇಕು. ಕೆಲಸ ನೀಡದಿದ್ದಲ್ಲಿ ನಿರುದ್ಯೋಗ ಭತ್ಯೆ ಪಾವತಿಸಬೇಕು ಎಂದು ಹೇಳಿದರು. bbox=[28, 942, 380, 971]
registration-dot bbox=[1332, 2141, 1346, 2155]
registration-dot bbox=[95, 2141, 109, 2155]
body-paragraph: ಡ್ರೋನ್ ಪತ್ತೆಗೆ ಸ್ಥಳೀಯರ ನೆರವು ಮುಖ್ಯವಾಗಿದ್ದು, ಮಾಹಿತಿ ನೀಡಿದವರಿಗೆ ಬಹುಮಾನ ಘೋಷಿಸಲಾಗಿದೆ. ಗಡಿ ಭದ್ರತೆ ಕುರಿತು ಕೇಂದ್ರ ಗೃಹ ಸಚಿವಾಲಯ ನಿರಂತರ ಪರಿಶೀಲನೆ ನಡೆಸುತ್ತಿದೆ. bbox=[858, 798, 999, 873]
body-paragraph: ಈ ಭಾಗದ ಯುವಕರಿಗೆ ಕ್ರೀಡಾಂಗಣ ಹಾಗೂ ನಿರ್ಮಾಣ ಕಾರ್ಯ ಸ್ಥಗಿತಗೊಂಡಿರುವ ಸಮುದಾಯ ಭವನಕ್ಕೆ 50 ಲಕ್ಷ ರೂ. ಅನುದಾನ ಒದಗಿಸುವಂತೆ ಕೋರಲಾಯಿತು. ಜೊತೆಗೆ ಗ್ರಂಥಾಲಯ ಹಾಗೂ ವಾಚನಾಲಯ ನಿರ್ಮಿಸುವ ಬೇಡಿಕೆ ಮುಂದಿಡಲಾಯಿತು. bbox=[401, 1312, 999, 1390]
color-registration-dots-right bbox=[1269, 2141, 1346, 2155]
body-paragraph: 2023-24ನೇ ಸಾಲಿನ ಕಾಮಗಾರಿಗಳಲ್ಲಿ ಅವ್ಯವಹಾರ ನಡೆದಿದೆ ಎಂದು ಆರೋಪಿಸಿ ಮಾಹಿತಿ ಹಕ್ಕು ಅಡಿ ದಾಖಲೆ ಪಡೆದಿದ್ದರು. ಈ ಬಗ್ಗೆ ತನಿಖೆ ನಡೆಸುವಂತೆ ಜಿಲ್ಲಾಧಿಕಾರಿಗೆ ಮನವಿ ಸಲ್ಲಿಸಲಾಗಿತ್ತು. bbox=[604, 1529, 796, 1589]
article-sp-giri bbox=[28, 1225, 380, 1350]
body-paragraph: ಭಾರತ ಮತ್ತು ಇರಾನ್ ನಡುವಿನ ದ್ವಿಪಕ್ಷೀಯ ಸಂಬಂಧಗಳು ಉತ್ತಮವಾಗಿದ್ದು, ಪ್ರಜೆಗಳ ಸುರಕ್ಷತೆ ವಿಚಾರದಲ್ಲಿ ಎರಡೂ ದೇಶಗಳು ಸಹಕಾರದಿಂದ ಕಾರ್ಯನಿರ್ವಹಿಸುತ್ತಿವೆ ಎಂದು ವಕ್ತಾರರು ಹೇಳಿದ್ದಾರೆ. bbox=[1041, 306, 1190, 397]
registration-dot bbox=[32, 2141, 46, 2155]
article-body bbox=[28, 167, 380, 426]
lead-text: ಸಿಂಧನೂರು ತಾಲೂಕಿನ ಸರ್ಕಾರಿ ಹಿರಿಯ ಪ್ರಾಥಮಿಕ ಶಾಲೆಯ ವಿದ್ಯಾರ್ಥಿಗಳಿಗೆ ಬಿಜೆಪಿ ಪ್ರಧಾನ ಕಾರ್ಯದರ್ಶಿ ಹುಟ್ಟುಮಬ್ಬ ಅವರು ಕಾಪಿ ಪುಸ್ತಕ ಹಾಗೂ ಪೆನ್ನುಗಳನ್ನು ವಿತರಿಸಿದರು. bbox=[1020, 1723, 1179, 1798]
article-body bbox=[401, 1528, 999, 1659]
headline-upavasa: ಉಪವಾಸ ಸತ್ಯಾಗ್ರಹ – ಎಂಎಲ್ಸಿ ಬಸನಗೌಡ bbox=[80, 620, 328, 641]
article-life-threat bbox=[401, 1498, 999, 2036]
article-body bbox=[28, 473, 380, 601]
main-column bbox=[391, 120, 1350, 2087]
body-paragraph: ನರೇಗಾದಲ್ಲಿ ಕಾರ್ಮಿಕರ ವೇತನ 100% ಮತ್ತು ಸಾಮಗ್ರಿ ವೆಚ್ಚ 75% ಅನುಪಾತದಲ್ಲಿ ಹಂಚಿಕೆಯಾಗಬೇಕು. ಬಾಕಿ ಇರುವ ಕೂಲಿ ಹಣವನ್ನು ತಕ್ಷಣ ಬಿಡುಗಡೆ ಮಾಡಬೇಕು. ವಿಳಂಬ ಪರಿಹಾರವನ್ನು 40% ಹೆಚ್ಚಿಸಬೇಕು ಎಂದು ಒತ್ತಾಯಿಸಿದರು. bbox=[28, 1076, 380, 1120]
article-bhoomi-pooje bbox=[28, 139, 380, 426]
logo-text-right: ವಾಣಿ bbox=[704, 51, 785, 103]
byline: ಸಂಜೆವಾಣಿ ವಾರ್ತೆ bbox=[1020, 1706, 1087, 1719]
body-paragraph: ಕೇಂದ್ರ ಸರ್ಕಾರವು ವಿದೇಶಗಳಲ್ಲಿ ಉದ್ಯೋಗ ಅರಸಿ ಹೋಗುವವರಿಗೆ ಮಾರ್ಗಸೂಚಿ ಬಿಡುಗಡೆ ಮಾಡಿದ್ದು, ನೋಂದಾಯಿತ ಏಜೆನ್ಸಿಗಳ ಪಟ್ಟಿಯನ್ನು ಪ್ರಕಟಿಸಿದೆ. ಸಂದೇಹವಿದ್ದಲ್ಲಿ ಸಹಾಯವಾಣಿ ಸಂಪರ್ಕಿಸುವಂತೆ ಸೂಚಿಸಿದೆ. bbox=[881, 272, 1030, 363]
headline-bhoomi-pooje: ಸಚಿವ ಬೋಸರಾಜು ಭೂಮಿ ಪೂಜೆ bbox=[104, 139, 304, 160]
article-iran bbox=[401, 120, 1350, 611]
body-paragraph: ಸಂವಿಧಾನದ ಆಶಯದಲ್ಲಿ ಪ್ರತಿಯೊಬ್ಬರೂ ಉದ್ಯೋಗ ಪಡೆಯುವ ಹಕ್ಕನ್ನು ಹೊಂದಿದ್ದಾರೆ. ಅದರ ನಿಟ್ಟಿನಲ್ಲಿ ಸರ್ಕಾರ ಹಲವಾರು ಪ್ರಭಾವಿ ನೀತಿಗಳನ್ನು ರೂಪಿಸಬೇಕು ಹಾಗೂ ಗ್ಯಾರಂಟಿ ಯೋಜನೆಗಳ ಜಾರಿ ಕುರಿತು ಚರ್ಚೆ ನಡೆಸಬೇಕು ಎಂದು ಆಗ್ರಹಿಸಿ ಉಪವಾಸ ಸತ್ಯಾಗ್ರಹ ನಡೆಸಲಾಗುವುದು ಎಂದು ಎಂಎಲ್ಸಿ ಬಸನಗೌಡ ತಿಳಿಸಿದರು. bbox=[28, 649, 380, 709]
article-body bbox=[401, 1311, 999, 1394]
classroom-photo bbox=[1020, 1344, 1350, 1698]
registration-dot bbox=[74, 2141, 88, 2155]
masthead-right bbox=[1010, 63, 1350, 94]
article-cold-wave bbox=[1020, 635, 1350, 1271]
page-number: 2 bbox=[28, 54, 52, 101]
body-paragraph: ಇದೇ ವೇಳೆ, ಗಲ್ಫ್ ರಾಷ್ಟ್ರಗಳಲ್ಲಿ ನೆಲೆಸಿರುವ ಭಾರತೀಯ ಕಾರ್ಮಿಕರ ಸುರಕ್ಷತೆ ಕುರಿತು ಸಹ ಸಭೆಯಲ್ಲಿ ಚರ್ಚಿಸಲಾಯಿತು. ದಾಖಲೆಗಳಿಲ್ಲದೆ ಪ್ರಯಾಣಿಸುವವರ ಮೇಲೆ ನಿಗಾ ವಹಿಸಲಾಗಿದೆ. bbox=[881, 160, 1190, 397]
contact-email-line: contact Raichur@sanjevani.com bbox=[1149, 78, 1350, 94]
article-japti-court bbox=[28, 445, 380, 601]
cold-article-columns bbox=[1020, 665, 1350, 1271]
